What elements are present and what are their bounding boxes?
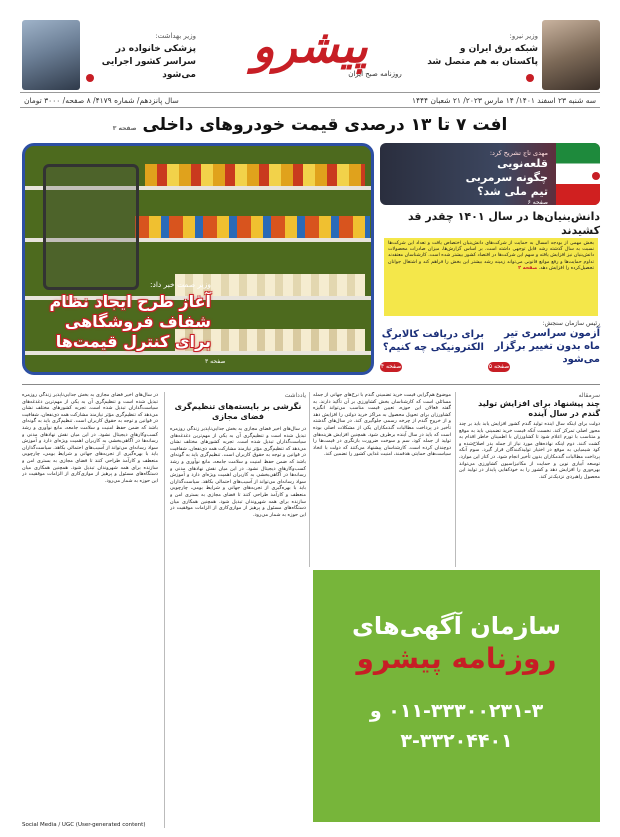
left-teaser-title: پزشکی خانواده در سراسر کشور اجرایی می‌شود [101, 44, 196, 80]
exam-title: آزمون سراسری تیر ماه بدون تغییر برگزار می‌شود [494, 328, 600, 365]
issue-line: سال پانزدهم/ شماره ۴۱۷۹/ ۸ صفحه/ ۳۰۰۰ تومان [24, 96, 179, 105]
exam-kicker: رئیس سازمان سنجش: [542, 320, 600, 327]
newspaper-logo: پیشرو [252, 19, 368, 73]
newspaper-tagline: روزنامه صبح ایران [348, 70, 402, 78]
left-teaser[interactable] [86, 30, 196, 82]
opinion-body-right: در سال‌های اخیر فضای مجازی به بخش جدایی‌ناپذیر زندگی روزمره تبدیل شده است و تنظیم‌گری آن به یکی از مهم‌ترین دغدغه‌های سیاست‌گذاران تبدیل شده است. تجربه کشورهای مختلف نشان می‌دهد که تنظیم‌گری مؤثر نیازمند مشارکت همه ذی‌نفعان، شفافیت در قوانین و توجه به حقوق کاربران است. تنظیم‌گری باید به گونه‌ای باشد که ضمن حفظ امنیت و سلامت جامعه، مانع نوآوری و رشد کسب‌وکارهای دیجیتال نشود. در این میان نقش نهادهای مدنی و رسانه‌ها در آگاهی‌بخشی به کاربران اهمیت ویژه‌ای دارد و آموزش سواد رسانه‌ای می‌تواند از آسیب‌های احتمالی بکاهد. سیاست‌گذاران باید با بهره‌گیری از تجربه‌های جهانی و شرایط بومی، چارچوبی منعطف و کارآمد طراحی کنند تا فضای مجازی به بستری امن و سازنده برای همه شهروندان تبدیل شود. همچنین همکاری میان دستگاه‌های مسئول و پرهیز از موازی‌کاری از الزامات موفقیت در این حوزه به شمار می‌رود. [170, 426, 306, 518]
editorial-column[interactable] [459, 392, 600, 567]
opinion-title: نگرشی بر بایسته‌های تنظیم‌گری فضای مجازی [174, 402, 302, 421]
advert-phone: ۰۱۱-۳۳۳۰۰۲۳۱-۳ و ۳۳۲۰۴۴۰۱-۳ [369, 700, 544, 752]
right-teaser-title: شبکه برق ایران و پاکستان به هم متصل شد [427, 44, 538, 67]
coupon-story[interactable] [380, 320, 484, 376]
wheat-middle-body: موضوع هم‌گرایی قیمت خرید تضمینی گندم با نرخ‌های جهانی از جمله مسائلی است که کارشناسان بخش کشاورزی بر آن تأکید دارند. به گفته فعالان این حوزه، تعیین قیمت مناسب می‌تواند انگیزه کشاورزان برای تحویل محصول به مراکز خرید دولتی را افزایش دهد و از خروج گندم از چرخه رسمی جلوگیری کند. در سال‌های گذشته تأخیر در پرداخت مطالبات گندمکاران یکی از مشکلات اصلی بوده است که باید در سال آینده برطرف شود. همچنین افزایش هزینه‌های تولید از جمله کود، سم و سوخت ضرورت بازنگری در قیمت‌ها را دوچندان کرده است. کارشناسان پیشنهاد می‌کنند که دولت با اتخاذ سیاست‌های حمایتی هدفمند، امنیت غذایی کشور را تضمین کند. [313, 392, 451, 458]
shopping-cart-icon [43, 164, 139, 290]
main-photo-story[interactable] [22, 143, 374, 375]
main-headline[interactable] [20, 112, 600, 138]
editorial-body: دولت برای اینکه سال آینده تولید گندم کشور افزایش یابد باید بر چند محور اصلی تمرکز کند. نخست آنکه قیمت خرید تضمینی باید به موقع و متناسب با تورم اعلام شود تا کشاورزان با اطمینان خاطر اقدام به کشت کنند. دوم اینکه نهاده‌های مورد نیاز از جمله بذر اصلاح‌شده و کود شیمیایی به موقع در اختیار تولیدکنندگان قرار گیرد. سوم آنکه پرداخت مطالبات گندمکاران بدون تأخیر انجام شود. در کنار این موارد، توسعه آبیاری نوین و حمایت از مکانیزاسیون کشاورزی می‌تواند بهره‌وری را افزایش دهد و کشور را به خودکفایی پایدار در تولید این محصول راهبردی نزدیک‌تر کند. [459, 421, 600, 480]
science-story-title[interactable]: دانش‌بنیان‌ها در سال ۱۴۰۱ چقدر قد کشیدند [407, 210, 600, 237]
headline-page: صفحه ۳ [112, 125, 137, 132]
opinion-body-left: در سال‌های اخیر فضای مجازی به بخش جدایی‌ناپذیر زندگی روزمره تبدیل شده است و تنظیم‌گری آن به یکی از مهم‌ترین دغدغه‌های سیاست‌گذاران تبدیل شده است. تجربه کشورهای مختلف نشان می‌دهد که تنظیم‌گری مؤثر نیازمند مشارکت همه ذی‌نفعان، شفافیت در قوانین و توجه به حقوق کاربران است. تنظیم‌گری باید به گونه‌ای باشد که ضمن حفظ امنیت و سلامت جامعه، مانع نوآوری و رشد کسب‌وکارهای دیجیتال نشود. در این میان نقش نهادهای مدنی و رسانه‌ها در آگاهی‌بخشی به کاربران اهمیت ویژه‌ای دارد و آموزش سواد رسانه‌ای می‌تواند از آسیب‌های احتمالی بکاهد. سیاست‌گذاران باید با بهره‌گیری از تجربه‌های جهانی و شرایط بومی، چارچوبی منعطف و کارآمد طراحی کنند تا فضای مجازی به بستری امن و سازنده برای همه شهروندان تبدیل شود. همچنین همکاری میان دستگاه‌های مسئول و پرهیز از موازی‌کاری از الزامات موفقیت در این حوزه به شمار می‌رود. [22, 392, 158, 484]
opinion-kicker: یادداشت [284, 392, 306, 399]
bullet-icon [592, 172, 600, 180]
editorial-title: چند پیشنهاد برای افزایش تولید گندم در سال آینده [478, 399, 600, 418]
date-line: سه شنبه ۲۳ اسفند ۱۴۰۱/ ۱۴ مارس ۲۰۲۳/ ۲۱ شعبان ۱۴۴۴ [411, 96, 596, 105]
headline-text: افت ۷ تا ۱۳ درصدی قیمت خودروهای داخلی [142, 115, 508, 135]
sports-story[interactable] [380, 143, 600, 205]
bullet-icon [86, 74, 94, 82]
opinion-footnote: Social Media / UGC (User-generated content) [22, 822, 146, 828]
main-story-page: صفحه ۳ [205, 358, 226, 365]
sports-page: صفحه ۶ [527, 199, 548, 206]
advert-line2: روزنامه پیشرو [356, 642, 557, 675]
advert-box[interactable] [313, 570, 600, 822]
science-story-body [384, 238, 598, 316]
date-issue-bar [20, 92, 600, 108]
main-story-title: آغاز طرح ایجاد نظام شفاف فروشگاهی برای کنترل قیمت‌ها [49, 292, 211, 351]
sports-title: قلعه‌نویی چگونه سرمربی تیم ملی شد؟ [465, 157, 548, 198]
sports-kicker: مهدی تاج تشریح کرد: [489, 149, 548, 157]
column-separator [455, 392, 456, 567]
right-teaser[interactable] [426, 30, 538, 69]
science-body-text: بخش مهمی از بودجه امسال به حمایت از شرکت‌های دانش‌بنیان اختصاص یافت و تعداد این شرکت‌ها نسبت به سال گذشته رشد قابل توجهی داشته است. بر اساس گزارش‌ها، میزان صادرات محصولات دانش‌بنیان نیز افزایش یافته و سهم این شرکت‌ها در اقتصاد کشور بیشتر شده است. کارشناسان معتقدند تداوم حمایت‌ها و رفع موانع قانونی می‌تواند زمینه رشد بیشتر این بخش را فراهم کند و اشتغال جوانان تحصیل‌کرده را افزایش دهد. [388, 241, 594, 271]
advert-line1: سازمان آگهی‌های [351, 612, 562, 640]
left-portrait [22, 20, 80, 90]
exam-story[interactable] [488, 320, 600, 376]
column-separator [309, 392, 310, 567]
product-row [135, 216, 370, 238]
section-divider [22, 384, 600, 385]
science-page: صفحه ۲ [518, 265, 538, 271]
exam-page: صفحه ۵ [488, 363, 510, 370]
right-teaser-kicker: وزیر نیرو: [509, 32, 538, 40]
main-story-kicker: وزیر صمت خبر داد: [149, 280, 211, 289]
left-teaser-kicker: وزیر بهداشت: [155, 32, 196, 40]
right-portrait [542, 20, 600, 90]
coupon-title: برای دریافت کالابرگ الکترونیکی چه کنیم؟ [381, 329, 484, 353]
product-row [145, 164, 365, 186]
bullet-icon [526, 74, 534, 82]
coupon-page: صفحه ۴ [380, 363, 402, 370]
editorial-kicker: سرمقاله [578, 392, 600, 399]
column-separator [164, 392, 165, 828]
